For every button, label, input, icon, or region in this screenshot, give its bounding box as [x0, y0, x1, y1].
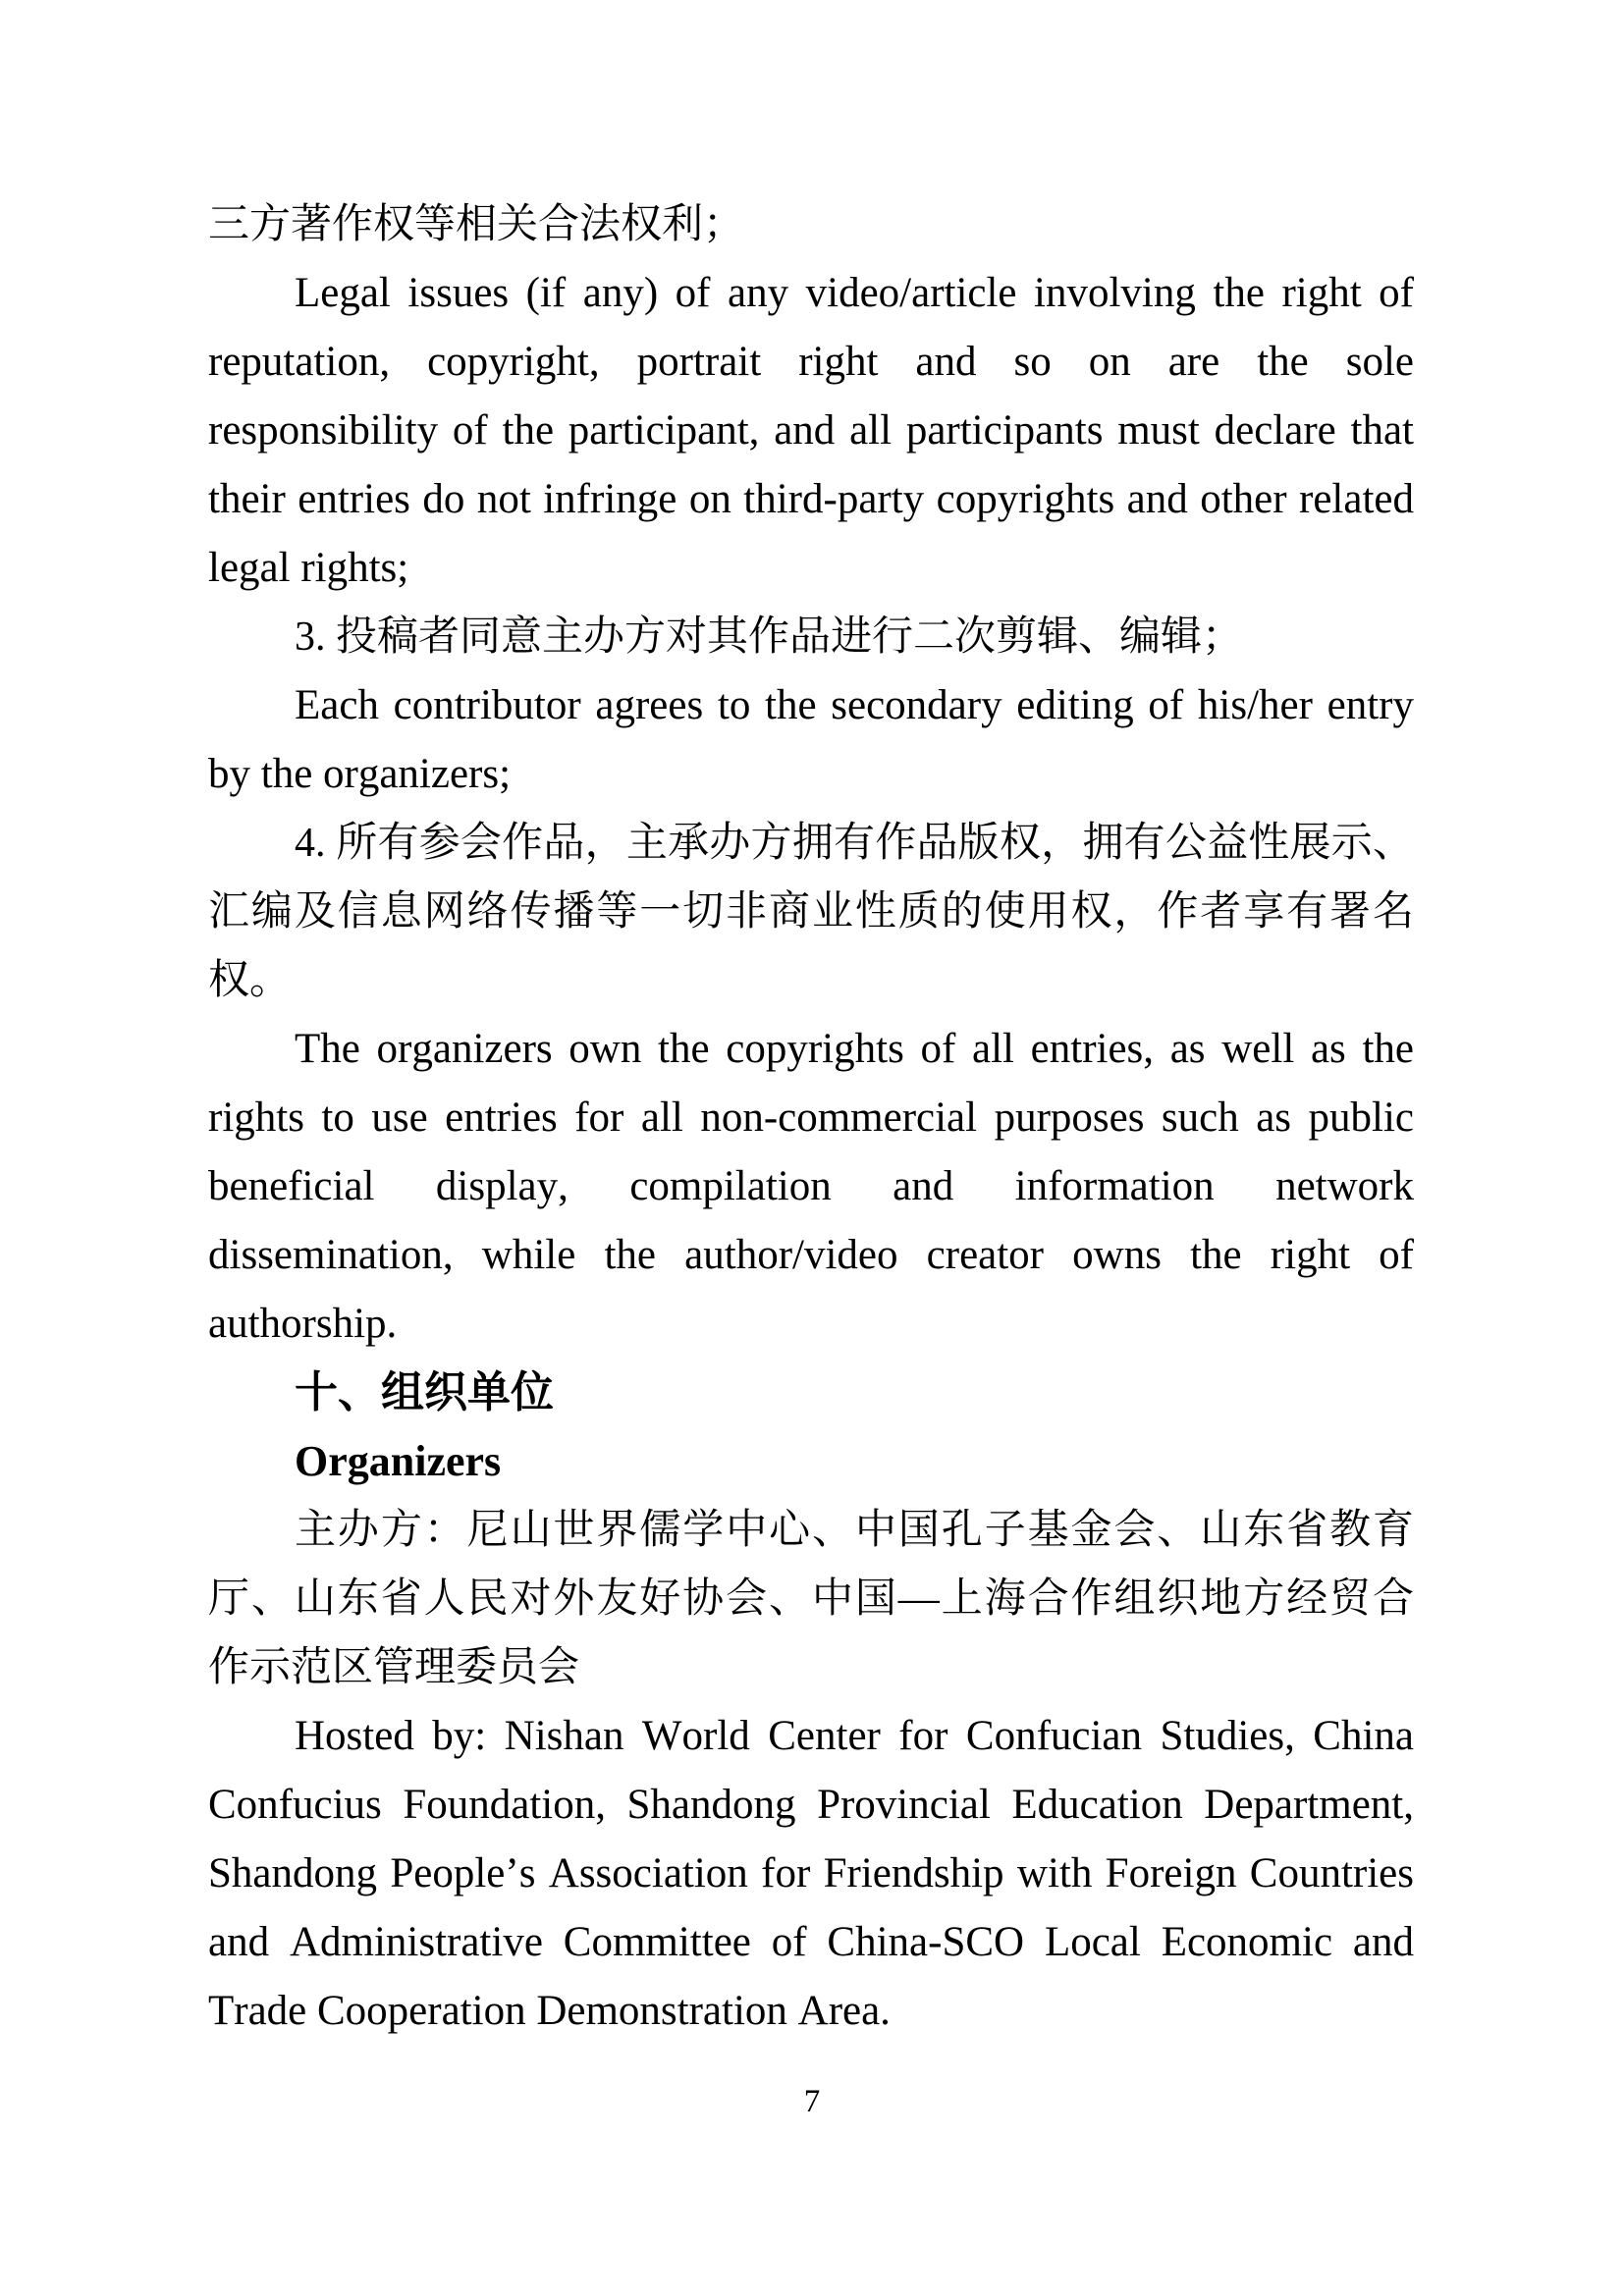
- text-line: beneficial display, compilation and information network: [208, 1163, 1414, 1209]
- text-line: and Administrative Committee of China-SCO Local Economic and: [208, 1919, 1414, 1965]
- text-line: 3. 投稿者同意主办方对其作品进行二次剪辑、编辑；: [295, 614, 1244, 660]
- text-line: 厅、山东省人民对外友好协会、中国—上海合作组织地方经贸合: [208, 1576, 1414, 1622]
- text-line: 权。: [208, 958, 292, 1003]
- text-line: reputation, copyright, portrait right and so on are the sole: [208, 339, 1414, 385]
- text-line: 汇编及信息网络传播等一切非商业性质的使用权，作者享有署名: [208, 889, 1414, 934]
- text-line: 作示范区管理委员会: [208, 1645, 580, 1690]
- text-line: Hosted by: Nishan World Center for Confucian Studies, China: [295, 1713, 1414, 1759]
- text-line: Trade Cooperation Demonstration Area.: [208, 1988, 891, 2034]
- text-line: Shandong People’s Association for Friendship with Foreign Countries: [208, 1850, 1414, 1896]
- text-line: Each contributor agrees to the secondary editing of his/her entry: [295, 682, 1414, 728]
- text-line: 4. 所有参会作品，主承办方拥有作品版权，拥有公益性展示、: [295, 821, 1414, 866]
- page-number: 7: [803, 2084, 821, 2119]
- text-line: 主办方：尼山世界儒学中心、中国孔子基金会、山东省教育: [295, 1508, 1414, 1553]
- text-line: Legal issues (if any) of any video/article involving the right of: [295, 270, 1414, 316]
- text-line: responsibility of the participant, and all participants must declare that: [208, 407, 1414, 454]
- text-line: rights to use entries for all non-commercial purposes such as public: [208, 1095, 1414, 1141]
- text-line: their entries do not infringe on third-party copyrights and other related: [208, 476, 1414, 522]
- text-block: [208, 190, 1414, 2046]
- text-line: Confucius Foundation, Shandong Provincial Education Department,: [208, 1782, 1414, 1828]
- section-heading-en: Organizers: [295, 1437, 502, 1485]
- text-line: The organizers own the copyrights of all entries, as well as the: [295, 1026, 1414, 1072]
- section-heading-zh: 十、组织单位: [295, 1368, 554, 1416]
- text-line: 三方著作权等相关合法权利；: [208, 202, 745, 247]
- text-line: by the organizers;: [208, 751, 512, 797]
- text-line: authorship.: [208, 1301, 398, 1347]
- text-line: legal rights;: [208, 545, 409, 591]
- text-line: dissemination, while the author/video creator owns the right of: [208, 1232, 1414, 1278]
